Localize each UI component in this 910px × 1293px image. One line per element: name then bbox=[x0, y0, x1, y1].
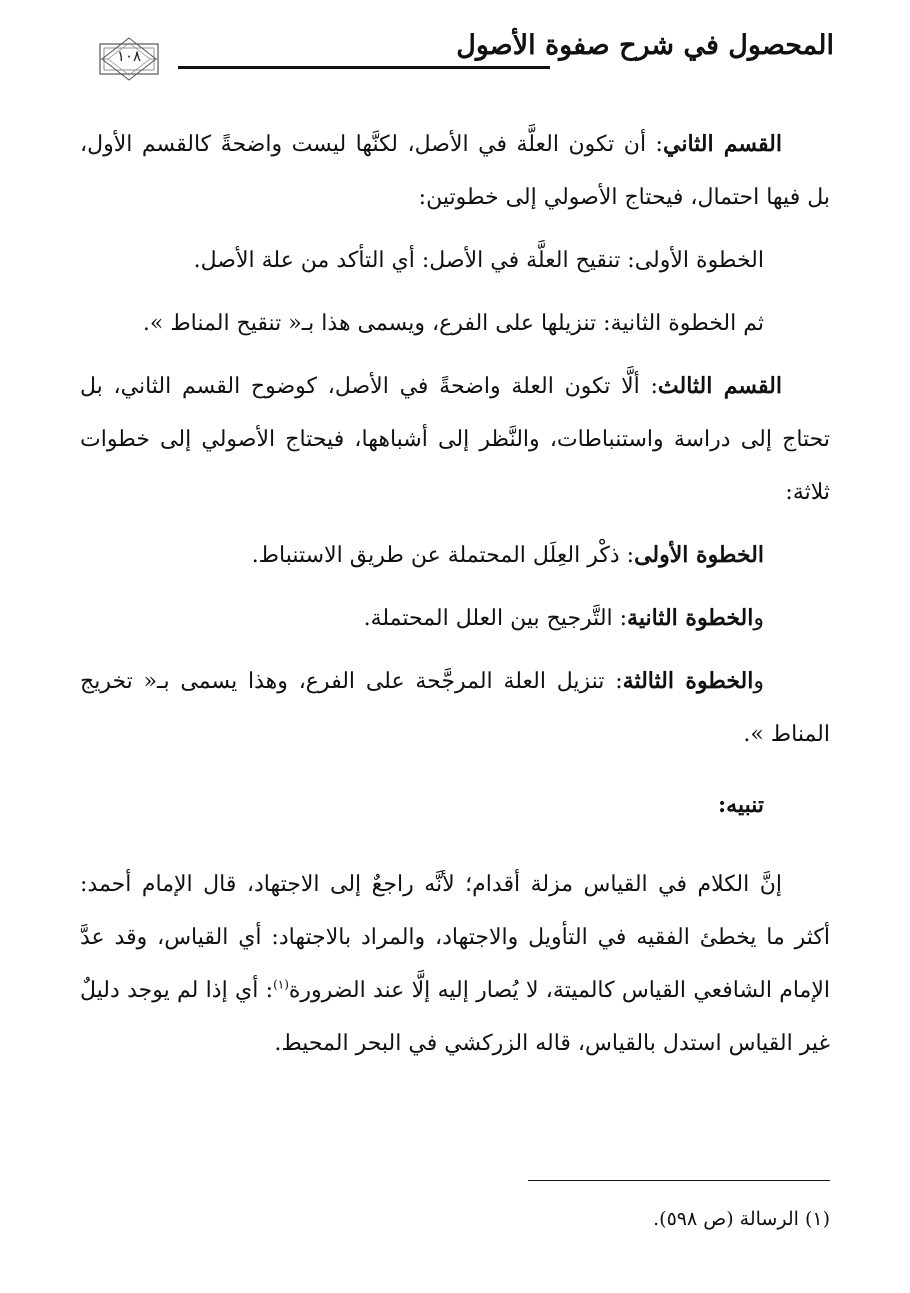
paragraph-section-two bbox=[80, 118, 830, 224]
paragraph-notice-body bbox=[80, 858, 830, 1070]
section-three-text: : ألَّا تكون العلة واضحةً في الأصل، كوضوح القسم الثاني، بل تحتاج إلى دراسة واستنباطات، والنَّظر إلى أشباهها، فيحتاج الأصولي إلى خطوات ثلاثة: bbox=[80, 374, 830, 505]
step-three-b-prefix: و bbox=[753, 669, 764, 694]
step-three-b-text: : تنزيل العلة المرجَّحة على الفرع، وهذا يسمى بـ« تخريج المناط ». bbox=[80, 669, 830, 747]
step-two-b-label: الخطوة الثانية bbox=[627, 605, 754, 631]
page-number: ١٠٨ bbox=[116, 47, 142, 65]
step-two-b-prefix: و bbox=[753, 606, 764, 631]
section-three-label: القسم الثالث bbox=[657, 373, 782, 399]
footnote: (١) الرسالة (ص ٥٩٨). bbox=[653, 1208, 830, 1230]
book-title: المحصول في شرح صفوة الأصول bbox=[456, 30, 834, 61]
step-one-a-text: الخطوة الأولى: تنقيح العلَّة في الأصل: أي التأكد من علة الأصل. bbox=[193, 248, 764, 273]
paragraph-step-three-b bbox=[80, 655, 830, 761]
page-header bbox=[92, 28, 834, 92]
footnote-rule bbox=[528, 1180, 830, 1181]
paragraph-step-one-b bbox=[80, 529, 830, 582]
step-two-a-text: ثم الخطوة الثانية: تنزيلها على الفرع، ويسمى هذا بـ« تنقيح المناط ». bbox=[142, 311, 764, 336]
paragraph-step-one-a bbox=[80, 234, 830, 287]
notice-text-after: : أي إذا لم يوجد دليلٌ غير القياس استدل بالقياس، قاله الزركشي في البحر المحيط. bbox=[80, 978, 830, 1056]
header-rule bbox=[178, 66, 550, 69]
step-three-b-label: الخطوة الثالثة bbox=[622, 668, 754, 694]
notice-title: تنبيه: bbox=[718, 792, 764, 818]
step-one-b-label: الخطوة الأولى bbox=[634, 542, 764, 568]
section-two-label: القسم الثاني bbox=[662, 131, 782, 157]
step-two-b-text: : التَّرجيح بين العلل المحتملة. bbox=[363, 606, 628, 631]
footnote-ref: (١) bbox=[273, 977, 289, 992]
step-one-b-text: : ذكْر العِلَل المحتملة عن طريق الاستنباط. bbox=[251, 543, 635, 568]
paragraph-step-two-b bbox=[80, 592, 830, 645]
main-text bbox=[80, 118, 830, 1080]
section-two-text: : أن تكون العلَّة في الأصل، لكنَّها ليست واضحةً كالقسم الأول، بل فيها احتمال، فيحتاج الأصولي إلى خطوتين: bbox=[80, 132, 830, 210]
paragraph-step-two-a bbox=[80, 297, 830, 350]
notice-text-before: إنَّ الكلام في القياس مزلة أقدام؛ لأنَّه راجعٌ إلى الاجتهاد، قال الإمام أحمد: أكثر ما يخطئ الفقيه في التأويل والاجتهاد، والمراد بالاجتهاد: أي القياس، وقد عدَّ الإمام الشافعي القياس كالميتة، لا يُصار إليه إلَّا عند الضرورة bbox=[80, 872, 830, 1003]
paragraph-section-three bbox=[80, 360, 830, 519]
